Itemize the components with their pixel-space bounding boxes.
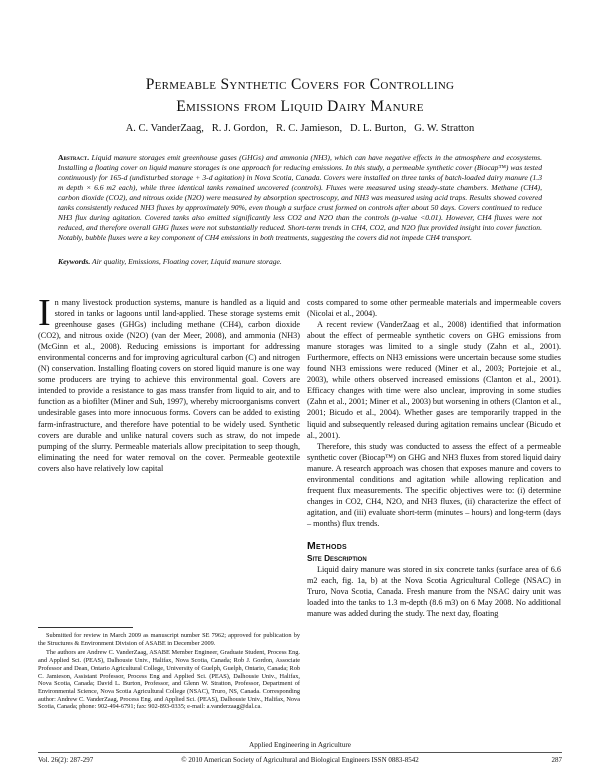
section-heading-methods: Methods <box>307 539 348 552</box>
intro-paragraph-4: Therefore, this study was conducted to assess the effect of a permeable synthetic cover (Biocap™) on GHG and NH3 fluxes from stored liquid dairy manure. A research approach was chosen that exposes manure and covers to environmental conditions and agitation while allowing replication and frequent flux measurements. The specific objectives were to: (i) determine changes in CO2, CH4, N2O, and NH3 fluxes, (ii) characterize the effect of agitation, and (iii) evaluate short-term (minutes – hours) and long-term (days – months) flux trends. <box>307 441 561 528</box>
intro-paragraph-1: In many livestock production systems, manure is handled as a liquid and stored in tanks or lagoons until land-applied. These storage systems emit greenhouse gases (GHGs) including methane (CH4), carbon dioxide (CO2), and nitrous oxide (N2O) (van der Meer, 2008), and ammonia (NH3) (McGinn et al., 2008). Reducing emissions is important for addressing environmental concerns and for improving agricultural carbon (C) and nitrogen (N) conservation. Installing floating covers on stored liquid manure is one way some producers are trying to achieve this environmental goal. Covers are intended to provide a resistance to gas mass transfer from liquid to air, and to function as a biofilter (Miner and Suh, 1997), whereby microorganisms convert undesirable gases into more innocuous forms. Covers can be added to existing farm-infrastructure, and therefore have potential to be widely used. Synthetic covers are durable and unlike natural covers such as straw, do not impede pumping of the slurry. Permeable materials allow precipitation to seep though, eliminating the need for water removal on the cover. Permeable geotextile covers also have relatively low capital <box>38 292 300 473</box>
drop-cap: I <box>38 292 51 334</box>
abstract-label: Abstract. <box>58 153 90 162</box>
keywords-label: Keywords. <box>58 257 91 266</box>
footnote-rule <box>38 627 133 628</box>
footer-rule <box>38 752 562 753</box>
abstract <box>58 153 542 243</box>
keywords-text: Air quality, Emissions, Floating cover, Liquid manure storage. <box>90 257 282 266</box>
left-column <box>38 292 300 474</box>
footnote-authors: The authors are Andrew C. VanderZaag, ASABE Member Engineer, Graduate Student, Process Eng. and Applied Sci. (PEAS), Dalhousie Univ., Halifax, Nova Scotia, Canada; Rob J. Gordon, Associate Professor and Dean, Ontario Agricultural College, University of Guelph, Guelph, Ontario, Canada; Rob C. Jamieson, Assistant Professor, Process Eng and Applied Sci. (PEAS), Dalhousie Univ., Halifax, Nova Scotia, Canada; David L. Burton, Professor, and Glenn W. Stratton, Professor, Department of Environmental Science, Nova Scotia Agricultural College (NSAC), Truro, NS, Canada. Corresponding author: Andrew C. VanderZaag, Process Eng. and Applied Sci. (PEAS), Dalhousie Univ., Halifax, Nova Scotia, Canada; phone: 902-494-6791; fax: 902-893-0335; e-mail: a.vanderzaag@dal.ca. <box>38 649 300 711</box>
footnote-submission: Submitted for review in March 2009 as manuscript number SE 7962; approved for publication by the Structures & Environment Division of ASABE in December 2009. <box>38 632 300 647</box>
title-line-2: Emissions from Liquid Dairy Manure <box>176 98 424 115</box>
copyright-notice: © 2010 American Society of Agricultural and Biological Engineers ISSN 0883-8542 <box>181 756 419 764</box>
paper-title <box>40 74 560 118</box>
right-column <box>307 297 561 619</box>
subsection-heading-site: Site Description <box>307 554 367 564</box>
author-footnote <box>38 632 300 713</box>
volume-info: Vol. 26(2): 287-297 <box>38 756 94 764</box>
title-line-1: Permeable Synthetic Covers for Controlling <box>145 76 455 93</box>
intro-paragraph-2: costs compared to some other permeable materials and impermeable covers (Nicolai et al., 2004). <box>307 298 561 319</box>
intro-paragraph-3: A recent review (VanderZaag et al., 2008) identified that information about the effect of permeable synthetic covers on GHG emissions from manure storages was limited to a single study (Zahn et al., 2001). Furthermore, effects on NH3 emissions were uncertain because some studies found NH3 emissions were reduced (Miner et al., 2003; Portejoie et al., 2003), while others observed increased emissions (Clanton et al., 2001). Efficacy changes with time were also unclear, improving in some studies (Zahn et al., 2001; Miner et al., 2003) but worsening in others (Clanton et al., 2001; Bicudo et al., 2004). Whether gases are temporarily trapped in the liquid and subsequently released during agitation remains unclear (Bicudo et al., 2001). <box>307 320 561 440</box>
journal-name: Applied Engineering in Agriculture <box>249 741 351 749</box>
keywords <box>58 257 542 266</box>
author-list: A. C. VanderZaag, R. J. Gordon, R. C. Jamieson, D. L. Burton, G. W. Stratton <box>125 123 475 134</box>
abstract-text: Liquid manure storages emit greenhouse gases (GHGs) and ammonia (NH3), which can have negative effects in the atmosphere and ecosystems. Installing a floating cover on liquid manure storages is one approach for reducing emissions. In this study, a permeable synthetic cover (Biocap™) was tested continuously for 165-d (undisturbed storage + 3-d agitation) in Nova Scotia, Canada. Covers were installed on three tanks of batch-loaded dairy manure (1.3 m depth × 6.6 m2 each), while three identical tanks remained uncovered (controls). Fluxes were measured using steady-state chambers. Methane (CH4), carbon dioxide (CO2), and nitrous oxide (N2O) were measured by absorption spectroscopy, and NH3 was measured using acid traps. Results showed covered tanks consistently reduced NH3 fluxes by approximately 90%, even though a surface crust formed on controls after about 50 days. Covers continued to reduce NH3 flux during agitation. Covered tanks also emitted significantly less CO2 and N2O than the controls (p-value <0.01). However, CH4 fluxes were not reduced, and therefore overall GHG fluxes were not substantially reduced. Short-term trends in CH4, CO2, and N2O flux provided insight into cover function. Notably, bubble fluxes were a key component of CH4 emissions in both treatments, suggesting the covers did not impede CH4 transport. <box>58 153 542 242</box>
methods-paragraph-1: Liquid dairy manure was stored in six concrete tanks (surface area of 6.6 m2 each, fig. 1a, b) at the Nova Scotia Agricultural College (NSAC) in Truro, Nova Scotia, Canada. Fresh manure from the NSAC dairy unit was loaded into the tanks to 1.3 m-depth (8.6 m3) on 6 May 2008. No additional manure was added during the study. The next day, floating <box>307 565 561 619</box>
page-number: 287 <box>551 756 562 764</box>
